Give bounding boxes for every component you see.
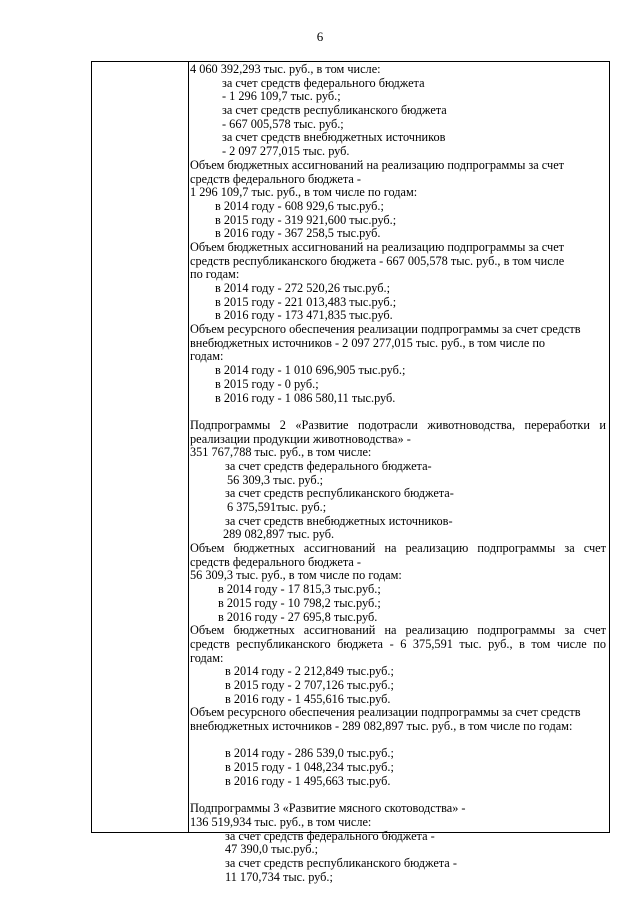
text-line: в 2015 году - 319 921,600 тыс.руб.;: [215, 212, 397, 227]
text-line: в 2015 году - 221 013,483 тыс.руб.;: [215, 294, 397, 309]
text-line: годам:: [190, 349, 224, 364]
table-cell-content: [190, 63, 606, 884]
text-line: Объем бюджетных ассигнований на реализацию подпрограммы за счет: [190, 239, 565, 254]
text-line: реализации продукции животноводства» -: [190, 431, 411, 446]
text-line: в 2016 году - 1 455,616 тыс.руб.: [225, 691, 391, 706]
text-line: за счет средств федерального бюджета: [222, 75, 425, 90]
text-line: в 2014 году - 17 815,3 тыс.руб.;: [218, 582, 381, 597]
text-line: за счет средств республиканского бюджета: [222, 103, 447, 118]
column-divider: [188, 62, 189, 832]
text-line: в 2016 году - 1 086 580,11 тыс.руб.: [215, 390, 396, 405]
text-line: Объем бюджетных ассигнований на реализацию подпрограммы за счет: [190, 541, 606, 556]
text-line: в 2015 году - 0 руб.;: [215, 376, 319, 391]
text-line: в 2014 году - 2 212,849 тыс.руб.;: [225, 664, 394, 679]
text-line: по годам:: [190, 267, 240, 282]
text-line: в 2015 году - 1 048,234 тыс.руб.;: [225, 760, 394, 775]
text-line: средств республиканского бюджета - 6 375,591 тыс. руб., в том числе по: [190, 636, 606, 651]
text-line: Объем ресурсного обеспечения реализации подпрограммы за счет средств: [190, 705, 581, 720]
text-line: 289 082,897 тыс. руб.: [223, 527, 335, 542]
text-line: в 2014 году - 608 929,6 тыс.руб.;: [215, 198, 384, 213]
text-line: 56 309,3 тыс. руб.;: [227, 472, 324, 487]
text-line: за счет средств республиканского бюджета-: [225, 486, 454, 501]
text-line: в 2015 году - 2 707,126 тыс.руб.;: [225, 677, 394, 692]
text-line: средств федерального бюджета -: [190, 554, 362, 569]
text-line: за счет средств федерального бюджета-: [225, 458, 432, 473]
text-line: в 2016 году - 173 471,835 тыс.руб.: [215, 308, 393, 323]
text-line: в 2016 году - 1 495,663 тыс.руб.: [225, 773, 391, 788]
text-line: 1 296 109,7 тыс. руб., в том числе по годам:: [190, 185, 418, 200]
text-line: 56 309,3 тыс. руб., в том числе по годам:: [190, 568, 402, 583]
text-line: внебюджетных источников - 2 097 277,015 тыс. руб., в том числе по: [190, 335, 546, 350]
blank-line: [190, 734, 606, 748]
page-number: 6: [316, 29, 324, 44]
text-line: за счет средств внебюджетных источников-: [225, 513, 453, 528]
text-line: - 2 097 277,015 тыс. руб.: [222, 144, 350, 159]
text-line: 47 390,0 тыс.руб.;: [225, 842, 319, 857]
text-line: средств федерального бюджета -: [190, 171, 362, 186]
text-line: Подпрограммы 3 «Развитие мясного скотоводства» -: [190, 801, 466, 816]
text-line: в 2016 году - 367 258,5 тыс.руб.: [215, 226, 381, 241]
text-line: в 2014 году - 1 010 696,905 тыс.руб.;: [215, 363, 406, 378]
text-line: 136 519,934 тыс. руб., в том числе:: [190, 814, 372, 829]
text-line: - 667 005,578 тыс. руб.;: [222, 116, 344, 131]
text-line: Объем бюджетных ассигнований на реализацию подпрограммы за счет: [190, 623, 606, 638]
text-line: 351 767,788 тыс. руб., в том числе:: [190, 445, 372, 460]
text-line: Объем ресурсного обеспечения реализации подпрограммы за счет средств: [190, 322, 581, 337]
text-line: за счет средств республиканского бюджета -: [225, 855, 457, 870]
text-line: Объем бюджетных ассигнований на реализацию подпрограммы за счет: [190, 157, 565, 172]
text-line: средств республиканского бюджета - 667 005,578 тыс. руб., в том числе: [190, 253, 565, 268]
text-line: 4 060 392,293 тыс. руб., в том числе:: [190, 62, 381, 76]
budget-table: [91, 61, 610, 884]
text-line: 11 170,734 тыс. руб.;: [225, 869, 333, 884]
blank-line: [190, 405, 606, 419]
blank-line: [190, 788, 606, 802]
text-line: - 1 296 109,7 тыс. руб.;: [222, 89, 341, 104]
text-line: за счет средств федерального бюджета -: [225, 828, 435, 843]
text-line: за счет средств внебюджетных источников: [222, 130, 446, 145]
text-line: в 2014 году - 286 539,0 тыс.руб.;: [225, 746, 394, 761]
text-line: годам:: [190, 650, 224, 665]
text-line: 6 375,591тыс. руб.;: [227, 500, 327, 514]
text-line: в 2016 году - 27 695,8 тыс.руб.: [218, 609, 378, 624]
text-line: в 2014 году - 272 520,26 тыс.руб.;: [215, 281, 391, 295]
text-line: внебюджетных источников - 289 082,897 тыс. руб., в том числе по годам:: [190, 719, 573, 733]
text-line: в 2015 году - 10 798,2 тыс.руб.;: [218, 595, 381, 610]
text-line: Подпрограммы 2 «Развитие подотрасли животноводства, переработки и: [190, 417, 606, 432]
